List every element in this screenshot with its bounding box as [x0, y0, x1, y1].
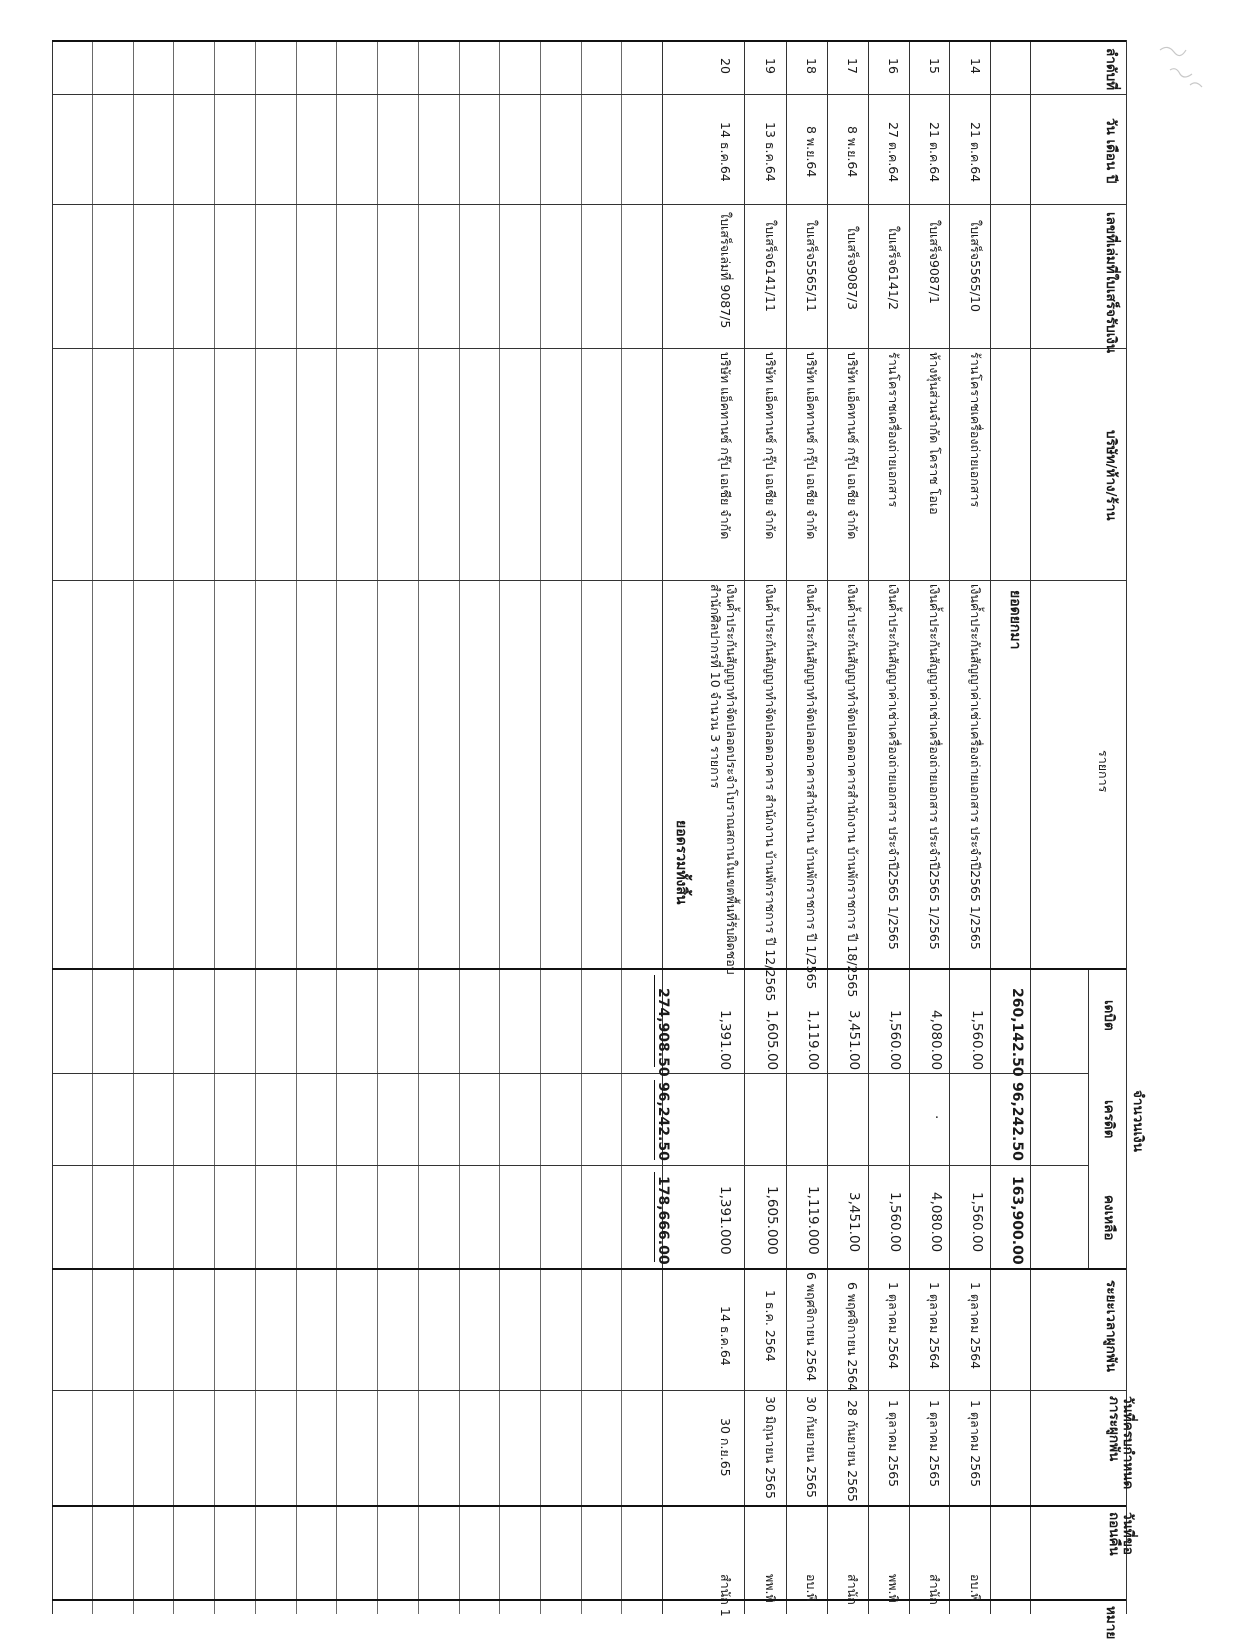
- row-note: พพ.พิ: [763, 1574, 778, 1603]
- row-seq: 14: [968, 58, 983, 74]
- header-request: วันที่ขอถอนคืน: [1106, 1512, 1136, 1556]
- row-debit: 1,560.00: [969, 1010, 985, 1071]
- row-date: 27 ต.ค.64: [886, 122, 901, 183]
- grid-line: [52, 968, 1126, 970]
- header-company: บริษัท/ห้าง/ร้าน: [1103, 430, 1119, 521]
- header-description: รายการ: [1096, 750, 1111, 793]
- header-balance: คงเหลือ: [1101, 1195, 1117, 1241]
- grid-line: [377, 40, 378, 1614]
- row-due: 30 มิถุนายน 2565: [763, 1396, 778, 1499]
- row-note: สำนัก: [845, 1574, 860, 1605]
- row-period: 1 ตุลาคม 2564: [886, 1282, 901, 1370]
- grid-line: [52, 348, 1126, 349]
- grid-line: [744, 40, 745, 1614]
- brought-forward-debit: 260,142.50: [1009, 988, 1025, 1077]
- row-balance: 1,560.00: [969, 1192, 985, 1253]
- row-description: เงินค้ำประกันสัญญาค่าเช่าเครื่องถ่ายเอกสาร ประจำปี2565 1/2565: [927, 584, 942, 950]
- grid-line: [255, 40, 256, 1614]
- grid-line: [52, 1390, 1126, 1391]
- header-credit: เครดิต: [1101, 1100, 1117, 1139]
- row-date: 8 พ.ย.64: [804, 126, 819, 178]
- grid-line: [214, 40, 215, 1614]
- grid-line: [459, 40, 460, 1614]
- row-company: บริษัท แอ็คทานซ์ กรุ๊ป เอเชีย จำกัด: [804, 352, 819, 540]
- row-receipt: ใบเสร็จ9087/3: [845, 226, 860, 310]
- grid-line: [52, 40, 1126, 42]
- grid-line: [949, 40, 950, 1614]
- header-receipt: เลขที่เล่มที่ใบเสร็จรับเงิน: [1103, 212, 1119, 354]
- row-seq: 17: [845, 58, 860, 74]
- row-period: 1 ธ.ค. 2564: [763, 1290, 778, 1362]
- grid-line: [173, 40, 174, 1614]
- grid-line: [786, 40, 787, 1614]
- row-balance: 1,391.000: [717, 1186, 733, 1255]
- grid-line: [499, 40, 500, 1614]
- grid-line: [621, 40, 622, 1614]
- row-company: บริษัท แอ็คทานซ์ กรุ๊ป เอเชีย จำกัด: [763, 352, 778, 540]
- row-receipt: ใบเสร็จเล่มที่ 9087/5: [718, 212, 733, 329]
- row-note: สำนัก 1: [718, 1574, 733, 1617]
- brought-forward-credit: 96,242.50: [1009, 1082, 1025, 1161]
- row-seq: 19: [763, 58, 778, 74]
- grid-line: [909, 40, 910, 1614]
- row-debit: 1,605.00: [764, 1010, 780, 1071]
- grid-line: [296, 40, 297, 1614]
- header-date: วัน เดือน ปี: [1103, 118, 1119, 184]
- grid-line: [868, 40, 869, 1614]
- row-description: เงินค้ำประกันสัญญาทำจัดปลอดประจำโบราณสถานในเขตพื้นที่รับผิดชอบ: [724, 584, 739, 975]
- grid-line: [990, 40, 991, 1614]
- header-amount-group: จำนวนเงิน: [1130, 1090, 1146, 1152]
- row-description-line2: สำนักศิลปากรที่ 10 จำนวน 3 รายการ: [708, 584, 723, 789]
- total-label: ยอดรวมทั้งสิ้น: [673, 820, 689, 905]
- grid-line: [52, 580, 1126, 581]
- row-debit: 1,391.00: [717, 1010, 733, 1071]
- row-balance: 1,605.000: [764, 1186, 780, 1255]
- row-note: อบ.พิ: [968, 1574, 983, 1602]
- grid-line: [1030, 40, 1031, 1614]
- row-balance: 3,451.00: [846, 1192, 862, 1253]
- grid-line: [52, 94, 1126, 95]
- row-balance: 1,119.000: [805, 1186, 821, 1255]
- row-debit: 1,560.00: [887, 1010, 903, 1071]
- row-balance: 1,560.00: [887, 1192, 903, 1253]
- grid-line: [52, 1073, 1088, 1074]
- row-description: เงินค้ำประกันสัญญาทำจัดปลอดอาคารสำนักงาน บ้านพักราชการ ปี 1/2565: [804, 584, 819, 990]
- pencil-scribble-icon: [1150, 30, 1220, 100]
- row-receipt: ใบเสร็จ6141/2: [886, 226, 901, 310]
- grid-line: [418, 40, 419, 1614]
- row-period: 1 ตุลาคม 2564: [968, 1282, 983, 1370]
- row-due: 1 ตุลาคม 2565: [927, 1400, 942, 1488]
- brought-forward-balance: 163,900.00: [1009, 1176, 1025, 1265]
- row-description: เงินค้ำประกันสัญญาค่าเช่าเครื่องถ่ายเอกสาร ประจำปี2565 1/2565: [886, 584, 901, 950]
- row-seq: 16: [886, 58, 901, 74]
- grid-line: [133, 40, 134, 1614]
- total-debit: 274,908.50: [655, 988, 671, 1077]
- row-due: 1 ตุลาคม 2565: [886, 1400, 901, 1488]
- grid-line: [1126, 40, 1127, 1614]
- grid-line: [52, 1268, 1126, 1270]
- grid-line: [52, 40, 53, 1614]
- grid-line: [581, 40, 582, 1614]
- header-due: วันที่ครบกำหนดภาระผูกพัน: [1106, 1396, 1136, 1490]
- row-period: 1 ตุลาคม 2564: [927, 1282, 942, 1370]
- header-note: หมาย: [1103, 1606, 1119, 1639]
- row-period: 6 พฤศจิกายน 2564: [804, 1272, 819, 1382]
- row-due: 30 ก.ย.65: [718, 1418, 733, 1477]
- row-period: 14 ธ.ค.64: [718, 1306, 733, 1366]
- row-seq: 18: [804, 58, 819, 74]
- grid-line: [827, 40, 828, 1614]
- row-receipt: ใบเสร็จ5565/10: [968, 220, 983, 312]
- header-period: ระยะเวลาผูกพัน: [1103, 1280, 1119, 1372]
- row-company: บริษัท แอ็คทานซ์ กรุ๊ป เอเชีย จำกัด: [845, 352, 860, 540]
- grid-line: [52, 1599, 1126, 1601]
- row-debit: 1,119.00: [805, 1010, 821, 1071]
- row-note: พพ.พิ: [886, 1574, 901, 1603]
- grid-line: [662, 40, 663, 1614]
- row-receipt: ใบเสร็จ5565/11: [804, 220, 819, 312]
- row-seq: 20: [718, 58, 733, 74]
- row-note: สำนัก: [927, 1574, 942, 1605]
- row-date: 13 ธ.ค.64: [763, 122, 778, 182]
- total-credit: 96,242.50: [655, 1082, 671, 1161]
- row-balance: 4,080.00: [928, 1192, 944, 1253]
- grid-line: [52, 204, 1126, 205]
- header-debit: เดบิต: [1101, 1000, 1117, 1031]
- row-company: บริษัท แอ็คทานซ์ กรุ๊ป เอเชีย จำกัด: [718, 352, 733, 540]
- row-company: ร้านโคราชเครื่องถ่ายเอกสาร: [886, 352, 901, 508]
- row-receipt: ใบเสร็จ9087/1: [927, 220, 942, 304]
- grid-line: [336, 40, 337, 1614]
- grid-line: [52, 1165, 1088, 1166]
- grid-line: [1088, 968, 1089, 1268]
- grid-line: [92, 40, 93, 1614]
- row-period: 6 พฤศจิกายน 2564: [845, 1282, 860, 1392]
- row-company: ห้างหุ้นส่วนจำกัด โคราช โอเอ: [927, 352, 942, 515]
- row-credit: ·: [928, 1115, 944, 1120]
- brought-forward-label: ยอดยกมา: [1007, 590, 1023, 650]
- row-seq: 15: [927, 58, 942, 74]
- row-date: 14 ธ.ค.64: [718, 122, 733, 182]
- row-due: 30 กันยายน 2565: [804, 1396, 819, 1498]
- grid-line: [52, 1505, 1126, 1507]
- row-description: เงินค้ำประกันสัญญาทำจัดปลอดอาคาร สำนักงาน บ้านพักราชการ ปี 12/2565: [763, 584, 778, 1002]
- row-date: 8 พ.ย.64: [845, 126, 860, 178]
- row-date: 21 ต.ค.64: [968, 122, 983, 183]
- row-debit: 3,451.00: [846, 1010, 862, 1071]
- row-date: 21 ต.ค.64: [927, 122, 942, 183]
- grid-line: [540, 40, 541, 1614]
- row-due: 28 กันยายน 2565: [845, 1400, 860, 1502]
- header-seq: ลำดับที่: [1103, 48, 1119, 91]
- row-company: ร้านโคราชเครื่องถ่ายเอกสาร: [968, 352, 983, 508]
- total-balance: 178,666.00: [655, 1176, 671, 1265]
- row-description: เงินค้ำประกันสัญญาทำจัดปลอดอาคารสำนักงาน บ้านพักราชการ ปี 18/2565: [845, 584, 860, 998]
- row-note: อบ.พิ: [804, 1574, 819, 1602]
- row-debit: 4,080.00: [928, 1010, 944, 1071]
- row-receipt: ใบเสร็จ6141/11: [763, 220, 778, 312]
- row-due: 1 ตุลาคม 2565: [968, 1400, 983, 1488]
- row-description: เงินค้ำประกันสัญญาค่าเช่าเครื่องถ่ายเอกสาร ประจำปี2565 1/2565: [968, 584, 983, 950]
